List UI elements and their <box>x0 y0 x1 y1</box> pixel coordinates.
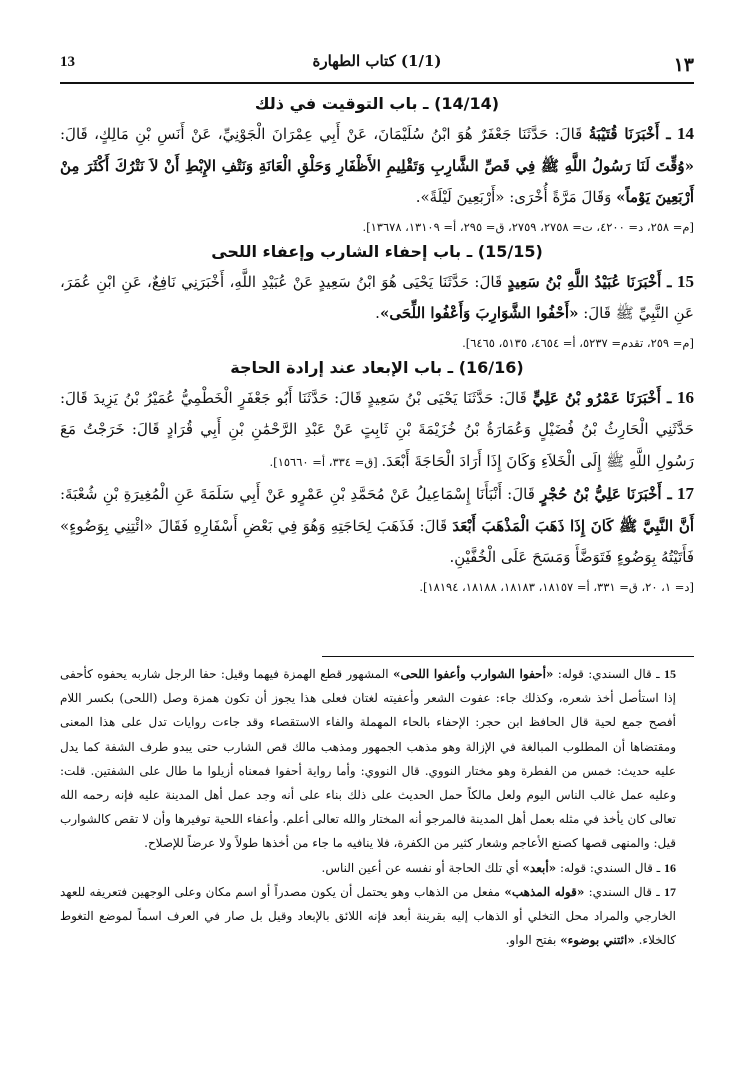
hadith-number: 15 <box>677 271 694 291</box>
note-text-2: بفتح الواو. <box>505 933 561 948</box>
hadith-reference: [م= ٢٥٩، تقدم= ٥٢٣٧، أ= ٤٦٥٤، ٥١٣٥، ٦٤٦٥]. <box>462 335 694 350</box>
main-text <box>60 90 694 602</box>
note-number: 16 <box>664 860 676 875</box>
hadith-text-after: وَقَالَ مَرَّةً أُخْرَى: «أَرْبَعِينَ لَيْلَةً». <box>415 188 617 206</box>
hadith-17 <box>60 478 694 574</box>
hadith-lead: ـ أَخْبَرَنَا قُتَيْبَةُ <box>588 125 671 143</box>
note-quote-2: «ائتني بوضوء» <box>560 933 635 948</box>
hadith-lead: ـ أَخْبَرَنَا عَمْرُو بْنُ عَلِيٍّ <box>532 388 672 407</box>
running-title: (1/1) كتاب الطهارة <box>312 52 442 70</box>
header-divider <box>60 82 694 84</box>
chapter-heading: (16/16) ـ باب الإبعاد عند إرادة الحاجة <box>230 357 524 377</box>
note-text: أي تلك الحاجة أو نفسه عن أعين الناس. <box>321 860 523 875</box>
note-quote: «أبعد» <box>522 860 557 875</box>
hadith-text: قَالَ: حَدَّثَنَا يَحْيَى هُوَ ابْنُ سَعِيدٍ عَنْ عُبَيْدِ اللَّهِ، أَخْبَرَنِي نَافِعٌ، عَنِ ابْنِ عُمَرَ، عَنِ النَّبِيِّ ﷺ قَالَ: <box>60 272 694 322</box>
hadith-quote: «وُقِّتَ لَنَا رَسُولُ اللَّهِ ﷺ فِي قَصِّ الشَّارِبِ وَتَقْلِيمِ الأَظْفَارِ وَحَلْقِ الْعَانَةِ وَنَتْفِ الإِبْطِ أَنْ لاَ نَتْرُكَ أَكْثَرَ مِنْ أَرْبَعِينَ يَوْماً» <box>60 156 694 206</box>
hadith-14 <box>60 118 694 214</box>
page-header <box>60 46 694 80</box>
hadith-text-after: . <box>375 304 380 322</box>
hadith-quote: أَنَّ النَّبِيَّ ﷺ كَانَ إِذَا ذَهَبَ الْمَذْهَبَ أَبْعَدَ <box>452 516 694 535</box>
note-number: 17 <box>664 884 677 899</box>
hadith-text: قَالَ: أَنْبَأَنَا إِسْمَاعِيلُ عَنْ مُحَمَّدِ بْنِ عَمْرٍو عَنْ أَبِي سَلَمَةَ عَنِ الْمُغِيرَةِ بْنِ شُعْبَةَ: <box>60 485 541 503</box>
hadith-15 <box>60 266 694 330</box>
hadith-number: 14 <box>677 124 694 143</box>
hadith-text: قَالَ: حَدَّثَنَا يَحْيَى بْنُ سَعِيدٍ قَالَ: حَدَّثَنَا أَبُو جَعْفَرٍ الْخَطْمِيُّ عُمَيْرُ بْنُ يَزِيدَ قَالَ: حَدَّثَنِي الْحَارِثُ بْنُ فُضَيْلٍ وَعُمَارَةُ بْنُ خُزَيْمَةَ بْنِ ثَابِتٍ عَنْ عَبْدِ الرَّحْمَٰنِ بْنِ أَبِي قُرَادٍ قَالَ: خَرَجْتُ مَعَ رَسُولِ اللَّهِ ﷺ إِلَى الْخَلاَءِ وَكَانَ إِذَا أَرَادَ الْحَاجَةَ أَبْعَدَ. <box>60 388 694 470</box>
note-lead: ـ قال السندي: قوله: <box>553 667 664 681</box>
hadith-reference: [د= ١، ٢٠، ق= ٣٣١، أ= ١٨١٥٧، ١٨١٨٣، ١٨١٨٨، ١٨١٩٤]. <box>419 579 694 594</box>
commentary-notes <box>60 662 694 952</box>
chapter-heading: (15/15) ـ باب إحفاء الشارب وإعفاء اللحى <box>211 241 543 261</box>
note-number: 15 <box>664 667 676 681</box>
note-quote: «أحفوا الشوارب وأعفوا اللحى» <box>392 667 554 681</box>
note-lead: ـ قال السندي: <box>584 884 665 899</box>
note-lead: ـ قال السندي: قوله: <box>556 860 664 875</box>
note-16 <box>60 856 694 880</box>
hadith-quote: «أَحْفُوا الشَّوَارِبَ وَأَعْفُوا اللِّحَى» <box>379 304 579 322</box>
page-number-latin: 13 <box>60 54 75 70</box>
note-text: المشهور قطع الهمزة فيهما وقيل: حفا الرجل شاربه يحفوه كأحفى إذا استأصل أخذ شعره، وكذلك جاء: عفوت الشعر وأعفيته لغتان فعلى هذا يجوز أن تكون همزة وصل (اللحى) بكسر اللام أفصح جمع لحية قال الحافظ ابن حجر: الإحفاء بالحاء المهملة والفاء الاستقصاء وقد جاءت روايات تدل على هذا المعنى ومقتضاها أن المطلوب المبالغة في الإزالة وهو مذهب الجمهور ومذهب مالك قص الشارب حتى يبدو طرف الشفة كما يدل عليه حديث: خمس من الفطرة وهو مختار النووي. قال النووي: وأما رواية أحفوا فمعناه أزيلوا ما طال على الشفتين. قلت: وعليه عمل غالب الناس اليوم ولعل مالكاً حمل الحديث على ذلك بناء على أنه وجد عمل أهل المدينة عليه فإنه رحمه الله تعالى كان يأخذ في مثله بعمل أهل المدينة فالمرجو أنه المختار والله تعالى أعلم. وأعفاء اللحية توفيرها وأن لا تقص كالشوارب قيل: والمنهى قصها كصنع الأعاجم وشعار كثير من الكفرة، فلا ينافيه ما جاء من أخذها طولاً ولا عرضاً للإصلاح. <box>60 667 676 851</box>
chapter-heading: (14/14) ـ باب التوقيت في ذلك <box>254 94 500 113</box>
hadith-reference: [م= ٢٥٨، د= ٤٢٠٠، ت= ٢٧٥٨، ٢٧٥٩، ق= ٢٩٥، أ= ١٣١٠٩، ١٣٦٧٨]. <box>362 219 694 234</box>
hadith-number: 16 <box>677 387 694 407</box>
hadith-number: 17 <box>677 484 695 503</box>
page-number-arabic: ١٣ <box>673 54 694 76</box>
hadith-reference-inline: [ق= ٣٣٤، أ= ١٥٦٦٠]. <box>269 454 382 469</box>
note-17 <box>60 880 694 953</box>
hadith-text-after: قَالَ: فَذَهَبَ لِحَاجَتِهِ وَهُوَ فِي بَعْضِ أَسْفَارِهِ فَقَالَ «ائْتِنِي بِوَضُوءٍ» فَأَتَيْتُهُ بِوَضُوءٍ فَتَوَضَّأَ وَمَسَحَ عَلَى الْخُفَّيْنِ. <box>60 516 694 566</box>
hadith-16 <box>60 382 694 479</box>
footnote-divider <box>322 656 694 657</box>
hadith-text: قَالَ: حَدَّثَنَا جَعْفَرٌ هُوَ ابْنُ سُلَيْمَانَ، عَنْ أَبِي عِمْرَانَ الْجَوْنِيِّ، عَنْ أَنَسِ بْنِ مَالِكٍ، قَالَ: <box>60 125 589 143</box>
note-15 <box>60 662 694 856</box>
note-text: مفعل من الذهاب وهو يحتمل أن يكون مصدراً أو اسم مكان وعلى الوجهين فتعريفه للعهد الخارجي والمراد محل التخلي أو الذهاب إليه بقرينة أبعد فإنه اللائق بالإبعاد وقيل بل صار في العرف اسماً لموضع التغوط كالخلاء. <box>60 884 676 948</box>
note-quote: «قوله المذهب» <box>504 884 585 899</box>
hadith-lead: ـ أَخْبَرَنَا عَلِيُّ بْنُ حُجْرٍ <box>540 485 672 503</box>
hadith-lead: ـ أَخْبَرَنَا عُبَيْدُ اللَّهِ بْنُ سَعِيدٍ <box>507 272 672 291</box>
